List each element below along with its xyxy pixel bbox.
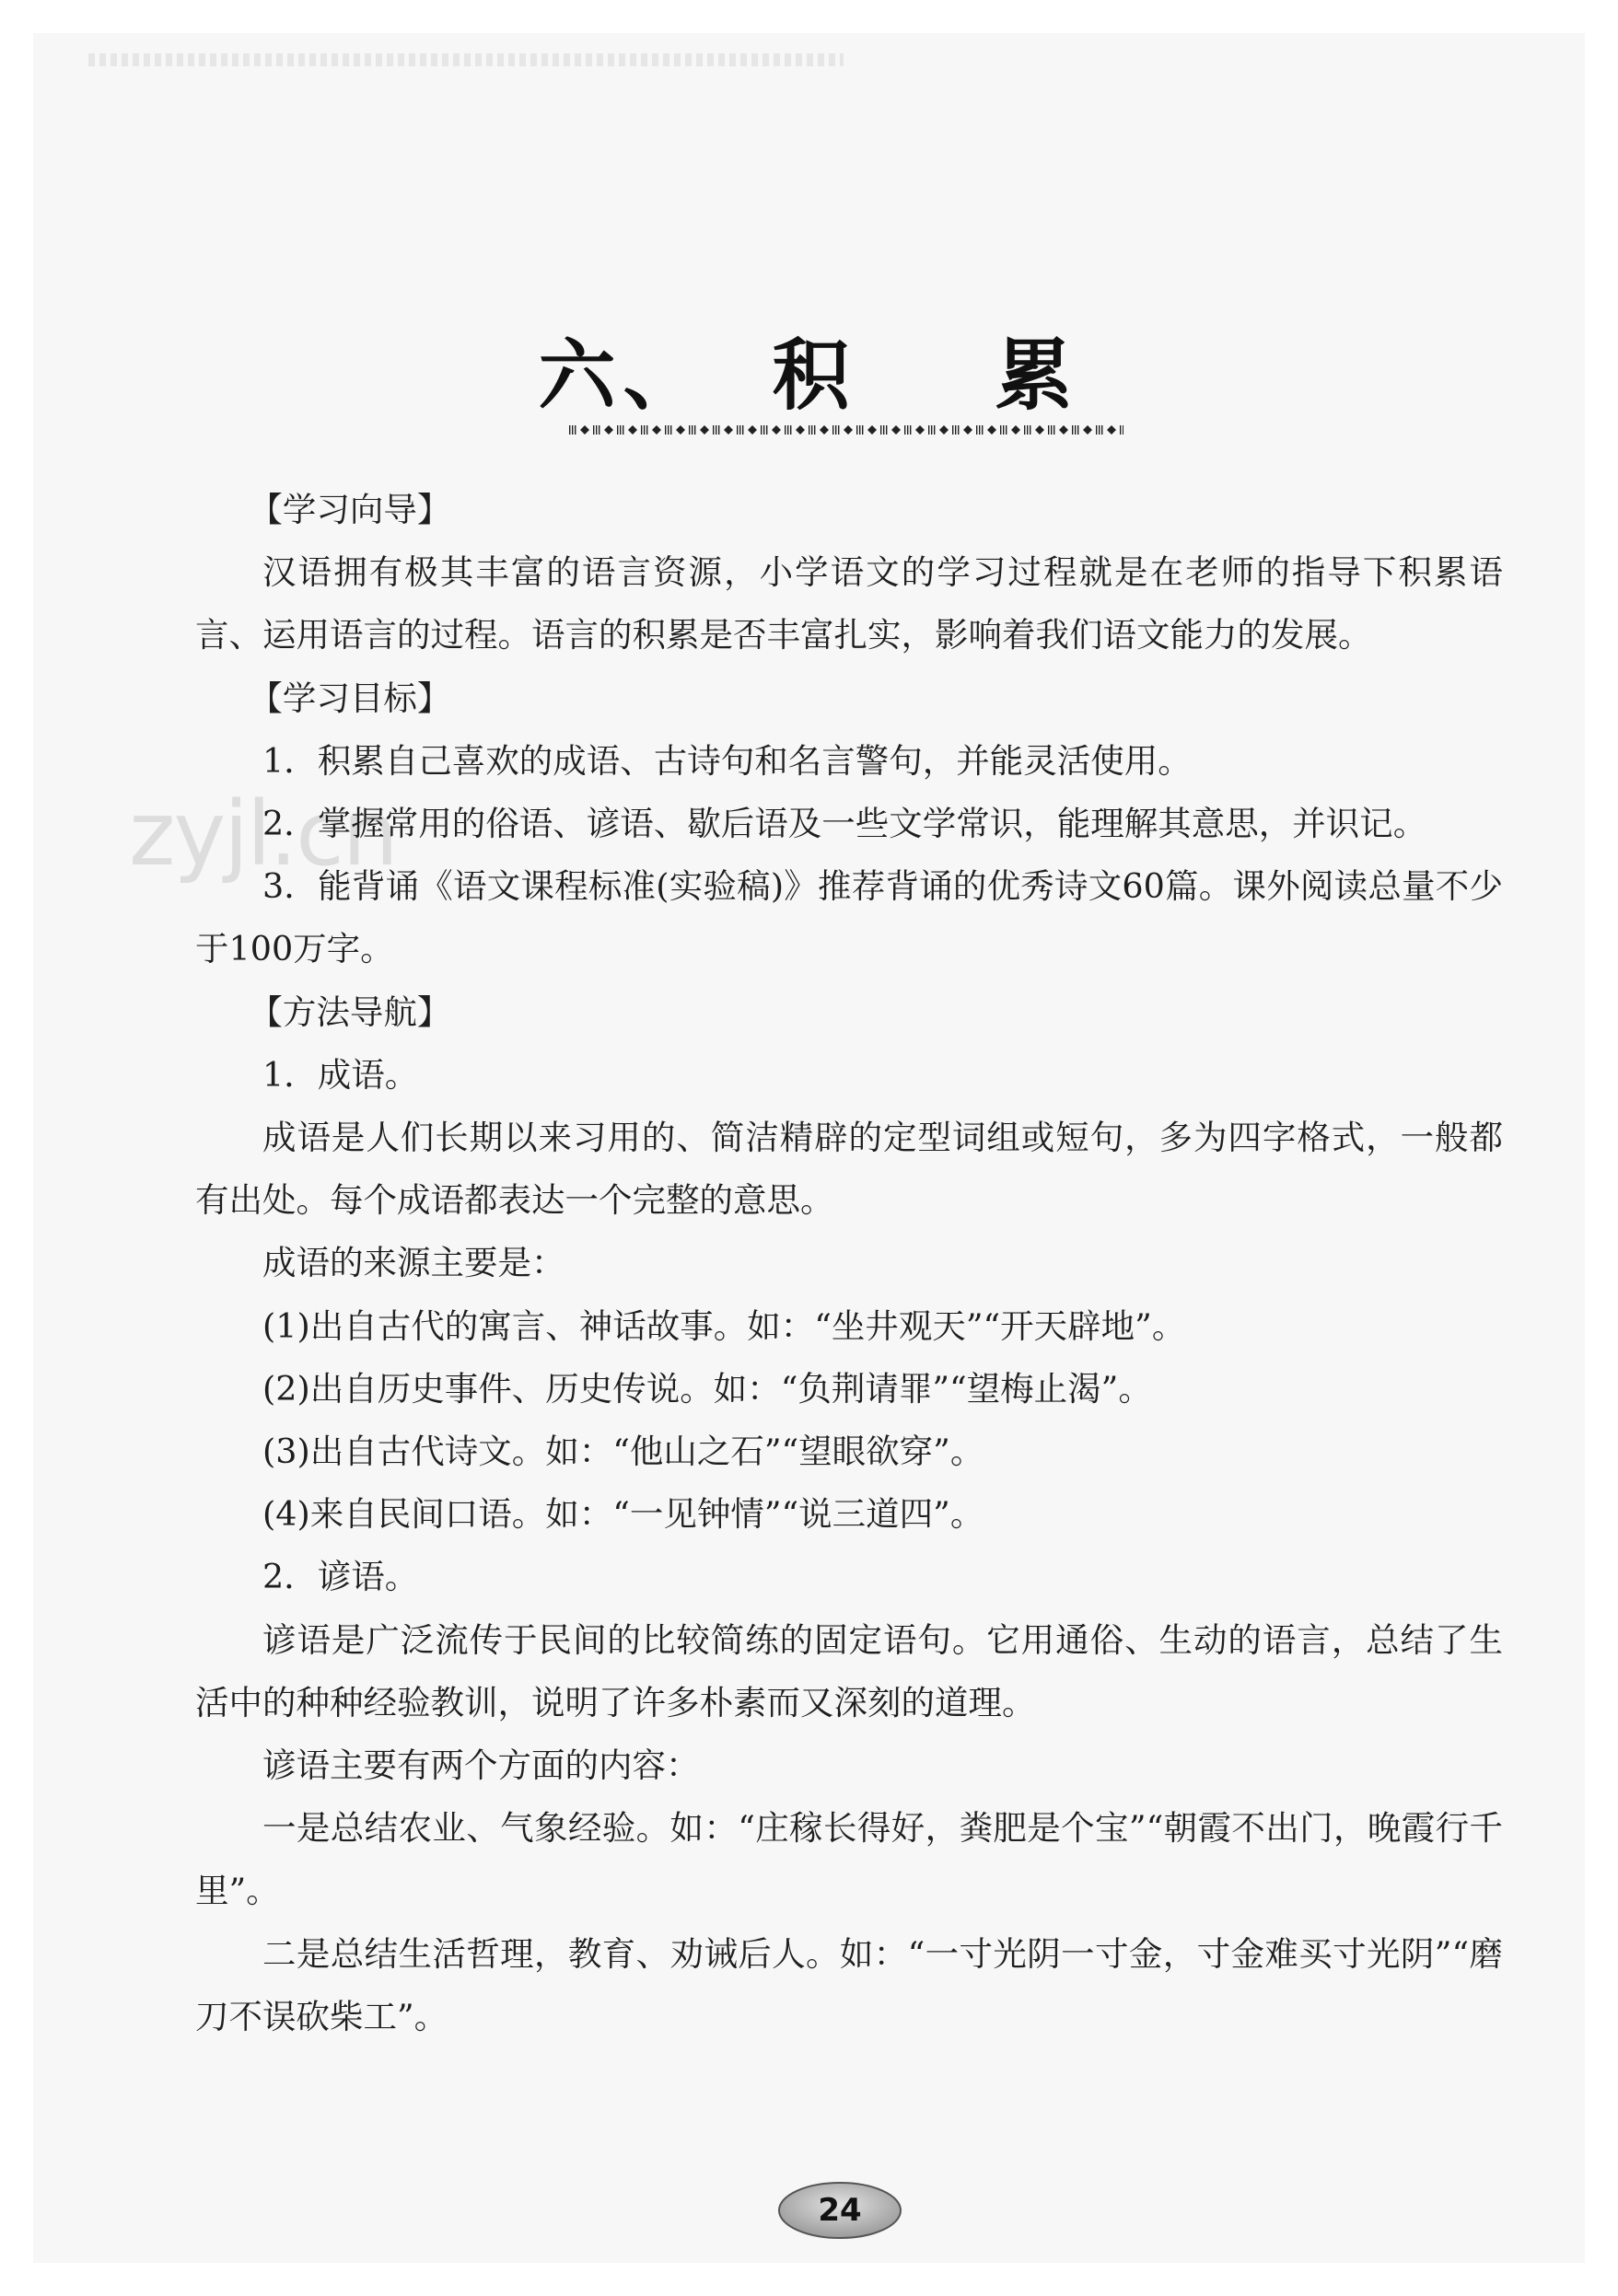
chapter-title (0, 314, 1618, 425)
article-body (195, 479, 1503, 2048)
paragraph: 成语是人们长期以来习用的、简洁精辟的定型词组或短句，多为四字格式，一般都有出处。每个成语都表达一个完整的意思。 (195, 1118, 1503, 1221)
paragraph: 谚语主要有两个方面的内容： (262, 1745, 700, 1786)
paragraph: 1．积累自己喜欢的成语、古诗句和名言警句，并能灵活使用。 (262, 740, 1192, 781)
paragraph: 2．谚语。 (262, 1557, 419, 1597)
paragraph: 成语的来源主要是： (262, 1243, 565, 1283)
paragraph: (2)出自历史事件、历史传说。如：“负荆请罪”“望梅止渴”。 (262, 1368, 1152, 1409)
paragraph: 汉语拥有极其丰富的语言资源，小学语文的学习过程就是在老师的指导下积累语言、运用语言的过程。语言的积累是否丰富扎实，影响着我们语文能力的发展。 (195, 552, 1503, 655)
scan-artifact (88, 53, 844, 66)
section-heading: 【学习目标】 (249, 678, 451, 718)
paragraph: (4)来自民间口语。如：“一见钟情”“说三道四”。 (262, 1494, 984, 1535)
decorative-divider (569, 422, 1123, 438)
page-number: 24 (818, 2192, 862, 2229)
paragraph: 二是总结生活哲理，教育、劝诫后人。如：“一寸光阴一寸金，寸金难买寸光阴”“磨刀不误砍柴工”。 (195, 1933, 1503, 2036)
chapter-title-number: 六、 (538, 330, 708, 422)
section-heading: 【方法导航】 (249, 991, 451, 1032)
section-heading: 【学习向导】 (249, 490, 451, 529)
chapter-title-char-2: 累 (995, 330, 1080, 422)
watermark: zyjl.cn (129, 783, 397, 886)
chapter-title-char-1: 积 (772, 330, 857, 422)
paragraph: 谚语是广泛流传于民间的比较简练的固定语句。它用通俗、生动的语言，总结了生活中的种种经验教训，说明了许多朴素而又深刻的道理。 (195, 1619, 1503, 1722)
paragraph: 2．掌握常用的俗语、谚语、歇后语及一些文学常识，能理解其意思，并识记。 (262, 804, 1427, 844)
paragraph: (1)出自古代的寓言、神话故事。如：“坐井观天”“开天辟地”。 (262, 1305, 1186, 1346)
paragraph: 3．能背诵《语文课程标准(实验稿)》推荐背诵的优秀诗文60篇。课外阅读总量不少于100万字。 (195, 866, 1503, 969)
paragraph: 一是总结农业、气象经验。如：“庄稼长得好，粪肥是个宝”“朝霞不出门，晚霞行千里”。 (195, 1808, 1503, 1911)
paragraph: 1．成语。 (262, 1054, 419, 1095)
paragraph: (3)出自古代诗文。如：“他山之石”“望眼欲穿”。 (262, 1432, 984, 1472)
